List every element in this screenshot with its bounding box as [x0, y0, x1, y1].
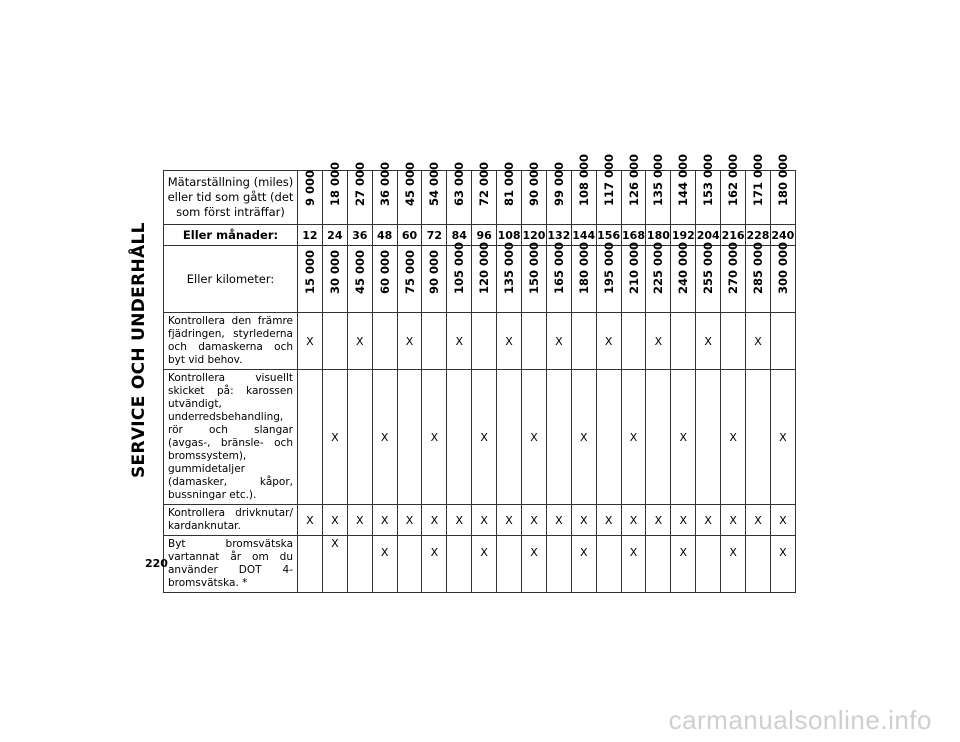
km-value: 285 000	[750, 241, 765, 294]
km-value: 45 000	[352, 249, 367, 294]
months-value: 60	[397, 225, 422, 246]
maintenance-schedule-table	[163, 153, 796, 593]
months-label: Eller månader:	[164, 225, 298, 246]
miles-header-cell	[721, 153, 746, 225]
service-mark: X	[770, 505, 795, 536]
km-value: 150 000	[526, 241, 541, 294]
service-mark: X	[397, 505, 422, 536]
miles-value: 180 000	[775, 153, 790, 206]
miles-header-cell	[571, 153, 596, 225]
miles-header-cell	[447, 161, 472, 225]
months-value: 48	[372, 225, 397, 246]
service-mark	[696, 536, 721, 593]
months-value: 12	[298, 225, 323, 246]
service-mark: X	[596, 505, 621, 536]
service-mark: X	[372, 536, 397, 593]
service-mark: X	[447, 505, 472, 536]
service-mark: X	[596, 313, 621, 370]
service-mark: X	[621, 505, 646, 536]
service-mark	[497, 370, 522, 505]
km-header-cell	[746, 241, 771, 313]
service-mark: X	[522, 370, 547, 505]
service-mark: X	[571, 505, 596, 536]
miles-header-cell	[646, 153, 671, 225]
miles-header-cell	[347, 161, 372, 225]
km-header-cell	[546, 241, 571, 313]
months-value: 36	[347, 225, 372, 246]
miles-value: 81 000	[502, 161, 517, 206]
months-value: 228	[746, 225, 771, 246]
km-header-cell	[422, 246, 447, 313]
km-header-cell	[646, 241, 671, 313]
km-row	[164, 246, 796, 313]
service-mark: X	[472, 370, 497, 505]
km-header-cell	[671, 241, 696, 313]
service-mark: X	[770, 370, 795, 505]
miles-header-cell	[397, 161, 422, 225]
service-mark: X	[447, 313, 472, 370]
months-value: 132	[546, 225, 571, 246]
service-mark	[671, 313, 696, 370]
months-value: 180	[646, 225, 671, 246]
service-mark: X	[546, 313, 571, 370]
service-item-row	[164, 370, 796, 505]
service-item-row	[164, 505, 796, 536]
km-header-cell	[621, 241, 646, 313]
service-mark: X	[571, 536, 596, 593]
service-mark: X	[721, 505, 746, 536]
km-header-cell	[397, 246, 422, 313]
km-header-cell	[322, 246, 347, 313]
service-mark	[497, 536, 522, 593]
months-value: 192	[671, 225, 696, 246]
miles-value: 153 000	[701, 153, 716, 206]
months-value: 240	[770, 225, 795, 246]
service-mark	[621, 313, 646, 370]
service-mark	[546, 536, 571, 593]
service-mark	[347, 370, 372, 505]
miles-header-cell	[298, 171, 323, 225]
miles-value: 108 000	[576, 153, 591, 206]
miles-value: 18 000	[327, 161, 342, 206]
months-value: 96	[472, 225, 497, 246]
service-mark	[746, 370, 771, 505]
miles-value: 45 000	[402, 161, 417, 206]
km-header-cell	[347, 246, 372, 313]
km-header-cell	[298, 246, 323, 313]
service-mark	[696, 370, 721, 505]
service-mark	[770, 313, 795, 370]
km-header-cell	[770, 241, 795, 313]
service-mark: X	[372, 370, 397, 505]
service-mark	[422, 313, 447, 370]
miles-value: 54 000	[427, 161, 442, 206]
months-value: 108	[497, 225, 522, 246]
miles-header-cell	[546, 161, 571, 225]
months-value: 120	[522, 225, 547, 246]
months-value: 144	[571, 225, 596, 246]
km-value: 180 000	[576, 241, 591, 294]
section-title: SERVICE OCH UNDERHÅLL	[129, 222, 149, 478]
service-mark	[646, 370, 671, 505]
miles-header-cell	[746, 153, 771, 225]
miles-header-cell	[671, 153, 696, 225]
miles-header-cell	[596, 153, 621, 225]
service-mark: X	[696, 505, 721, 536]
miles-header-cell	[522, 161, 547, 225]
km-value: 30 000	[327, 249, 342, 294]
service-mark: X	[472, 505, 497, 536]
km-value: 300 000	[775, 241, 790, 294]
km-header-cell	[596, 241, 621, 313]
months-value: 156	[596, 225, 621, 246]
km-header-cell	[721, 241, 746, 313]
service-mark: X	[746, 313, 771, 370]
service-mark: X	[621, 370, 646, 505]
miles-header-cell	[770, 153, 795, 225]
km-value: 75 000	[402, 249, 417, 294]
service-mark: X	[472, 536, 497, 593]
months-value: 204	[696, 225, 721, 246]
service-mark: X	[298, 505, 323, 536]
km-value: 210 000	[626, 241, 641, 294]
service-mark	[646, 536, 671, 593]
km-header-cell	[571, 241, 596, 313]
miles-value: 171 000	[750, 153, 765, 206]
months-value: 84	[447, 225, 472, 246]
miles-value: 36 000	[377, 161, 392, 206]
km-header-cell	[447, 241, 472, 313]
service-mark: X	[696, 313, 721, 370]
miles-value: 144 000	[676, 153, 691, 206]
km-value: 270 000	[726, 241, 741, 294]
service-mark	[397, 536, 422, 593]
km-value: 60 000	[377, 249, 392, 294]
service-mark	[298, 370, 323, 505]
km-value: 255 000	[701, 241, 716, 294]
service-item-description: Byt bromsvätska vartannat år om du använder DOT 4-bromsvätska. *	[164, 536, 298, 593]
km-value: 90 000	[427, 249, 442, 294]
miles-header-cell	[372, 161, 397, 225]
service-mark: X	[298, 313, 323, 370]
service-mark: X	[671, 505, 696, 536]
service-mark: X	[397, 313, 422, 370]
miles-value: 9 000	[302, 169, 317, 206]
km-header-cell	[696, 241, 721, 313]
service-mark: X	[522, 505, 547, 536]
miles-value: 162 000	[726, 153, 741, 206]
service-mark: X	[671, 536, 696, 593]
service-mark: X	[646, 505, 671, 536]
service-mark	[546, 370, 571, 505]
service-item-description: Kontrollera den främre fjädringen, styrlederna och damaskerna och byt vid behov.	[164, 313, 298, 370]
service-mark	[372, 313, 397, 370]
service-mark: X	[546, 505, 571, 536]
service-mark: X	[497, 313, 522, 370]
service-mark: X	[621, 536, 646, 593]
watermark: carmanualsonline.info	[668, 705, 932, 735]
km-value: 225 000	[651, 241, 666, 294]
service-mark: X	[422, 536, 447, 593]
service-mark: X	[671, 370, 696, 505]
miles-header-cell	[696, 153, 721, 225]
service-mark: X	[422, 505, 447, 536]
km-header-cell	[472, 241, 497, 313]
miles-header-cell	[621, 153, 646, 225]
km-header-cell	[522, 241, 547, 313]
service-mark: X	[571, 370, 596, 505]
service-mark	[298, 536, 323, 593]
service-mark	[522, 313, 547, 370]
service-mark: X	[347, 313, 372, 370]
service-mark	[347, 536, 372, 593]
service-mark: X	[497, 505, 522, 536]
miles-header-cell	[422, 161, 447, 225]
miles-label: Mätarställning (miles) eller tid som gått (det som först inträffar)	[164, 171, 298, 225]
service-mark: X	[422, 370, 447, 505]
service-mark: X	[770, 536, 795, 593]
service-mark	[746, 536, 771, 593]
service-mark	[447, 536, 472, 593]
service-item-description: Kontrollera visuellt skicket på: karossen utvändigt, underredsbehandling, rör och slangar (avgas-, bränsle- och bromssystem), gummidetaljer (damasker, kåpor, bussningar etc.).	[164, 370, 298, 505]
km-value: 120 000	[477, 241, 492, 294]
km-header-cell	[497, 241, 522, 313]
months-value: 216	[721, 225, 746, 246]
km-value: 165 000	[551, 241, 566, 294]
service-mark	[397, 370, 422, 505]
service-mark	[571, 313, 596, 370]
service-mark: X	[372, 505, 397, 536]
miles-value: 27 000	[352, 161, 367, 206]
service-mark: X	[347, 505, 372, 536]
miles-row	[164, 171, 796, 225]
service-mark	[596, 370, 621, 505]
service-mark: X	[646, 313, 671, 370]
service-mark: X	[721, 370, 746, 505]
months-value: 168	[621, 225, 646, 246]
service-mark: X	[721, 536, 746, 593]
service-mark: X	[322, 536, 347, 593]
miles-value: 99 000	[551, 161, 566, 206]
service-mark	[596, 536, 621, 593]
months-value: 72	[422, 225, 447, 246]
page-number: 220	[145, 557, 168, 570]
km-label: Eller kilometer:	[164, 246, 298, 313]
service-item-description: Kontrollera drivknutar/ kardanknutar.	[164, 505, 298, 536]
miles-value: 90 000	[526, 161, 541, 206]
miles-value: 72 000	[477, 161, 492, 206]
service-mark: X	[322, 370, 347, 505]
km-value: 15 000	[302, 249, 317, 294]
km-value: 240 000	[676, 241, 691, 294]
km-value: 135 000	[502, 241, 517, 294]
service-mark	[721, 313, 746, 370]
miles-header-cell	[497, 161, 522, 225]
months-value: 24	[322, 225, 347, 246]
service-mark: X	[746, 505, 771, 536]
miles-header-cell	[472, 161, 497, 225]
miles-value: 135 000	[651, 153, 666, 206]
km-value: 105 000	[452, 241, 467, 294]
miles-value: 126 000	[626, 153, 641, 206]
service-mark	[447, 370, 472, 505]
service-mark: X	[322, 505, 347, 536]
service-mark	[472, 313, 497, 370]
miles-header-cell	[322, 161, 347, 225]
service-item-row	[164, 313, 796, 370]
service-mark: X	[522, 536, 547, 593]
miles-value: 117 000	[601, 153, 616, 206]
km-value: 195 000	[601, 241, 616, 294]
km-header-cell	[372, 246, 397, 313]
miles-value: 63 000	[452, 161, 467, 206]
service-mark	[322, 313, 347, 370]
service-item-row	[164, 536, 796, 593]
